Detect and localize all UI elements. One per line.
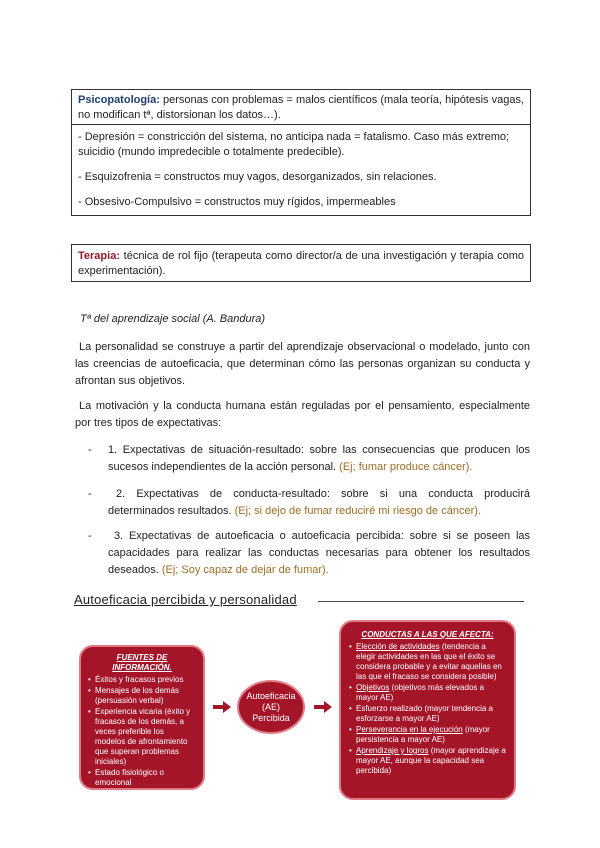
fuente-item: • Éxitos y fracasos previos: [88, 675, 196, 685]
psicopatologia-label: Psicopatología:: [78, 94, 160, 106]
autoeficacia-heading: Autoeficacia percibida y personalidad: [74, 592, 297, 607]
conductas-list: [349, 642, 506, 776]
conducta-item: • Perseverancia en la ejecución (mayor persistencia a mayor AE): [349, 725, 506, 745]
psicopatologia-text: personas con problemas = malos científicos (mala teoría, hipótesis vagas, no modifican tª, distorsionan los datos…).: [78, 94, 525, 121]
psicopatologia-items-box: [71, 124, 531, 216]
terapia-label: Terapia:: [78, 250, 120, 262]
expectativa-example: (Ej; si dejo de fumar reduciré mi riesgo de cáncer).: [234, 505, 481, 517]
terapia-box: [71, 244, 531, 282]
fuente-item: • Experiencia vicaria (éxito y fracasos de los demás, a veces preferible los modelos de afrontamiento que superan problemas iniciales): [88, 707, 196, 767]
fuentes-title: FUENTES DE INFORMACIÓN.: [112, 653, 172, 672]
conductas-title: CONDUCTAS A LAS QUE AFECTA:: [361, 630, 494, 639]
terapia-definition: [78, 249, 524, 279]
fuente-item: • Estado fisiológico o emocional: [88, 768, 196, 788]
expectativa-example: (Ej; fumar produce cáncer).: [339, 461, 473, 473]
arrow-right-icon: [213, 701, 231, 713]
circle-line-2: (AE): [262, 702, 280, 712]
list-dash: -: [88, 530, 92, 542]
arrow-right-icon: [314, 701, 332, 713]
fuentes-informacion-box: [79, 645, 205, 790]
conducta-item: • Elección de actividades (tendencia a elegir actividades en las que el éxito se considera probable y a evitar aquellas en las que el fracaso se considera posible): [349, 642, 506, 682]
conducta-item: • Objetivos (objetivos más elevados a mayor AE): [349, 683, 506, 703]
expectativa-text: 3. Expectativas de autoeficacia o autoeficacia percibida: sobre si se poseen las capacidades para realizar las conductas necesarias para obtener los resultados deseados.: [108, 530, 530, 576]
list-dash: -: [88, 488, 92, 500]
expectativa-example: (Ej; Soy capaz de dejar de fumar).: [161, 564, 329, 576]
fuentes-list: [88, 675, 196, 788]
list-item-expectativa-1: [88, 442, 530, 476]
heading-rule: [318, 601, 524, 602]
conducta-item: • Esfuerzo realizado (mayor tendencia a esforzarse a mayor AE): [349, 704, 506, 724]
psicopatologia-definition: [78, 93, 524, 123]
circle-line-1: Autoeficacia: [246, 691, 296, 701]
psicopatologia-definition-box: [71, 89, 531, 125]
expectativa-text: 2. Expectativas de conducta-resultado: sobre si una conducta producirá determinados resultados.: [108, 488, 530, 517]
fuente-item: • Mensajes de los demás (persuasión verbal): [88, 686, 196, 706]
item-obsesivo: - Obsesivo-Compulsivo = constructos muy rígidos, impermeables: [78, 196, 396, 208]
list-item-expectativa-3: [88, 528, 530, 579]
conducta-item: • Aprendizaje y logros (mayor aprendizaje a mayor AE, aunque la capacidad sea percibida): [349, 746, 506, 776]
list-item-expectativa-2: [88, 486, 530, 520]
item-esquizofrenia: - Esquizofrenia = constructos muy vagos, desorganizados, sin relaciones.: [78, 171, 437, 183]
circle-line-3: Percibida: [252, 713, 290, 723]
paragraph-motivacion: La motivación y la conducta humana están reguladas por el pensamiento, especialmente por tres tipos de expectativas:: [75, 400, 530, 429]
autoeficacia-circle: [237, 680, 305, 734]
terapia-text: técnica de rol fijo (terapeuta como director/a de una investigación y terapia como experimentación).: [78, 250, 524, 277]
list-dash: -: [88, 444, 92, 456]
section-title-aprendizaje: Tª del aprendizaje social (A. Bandura): [80, 313, 266, 325]
expectativa-text: 1. Expectativas de situación-resultado: sobre las consecuencias que producen los sucesos independientes de la acción personal.: [108, 444, 530, 473]
paragraph-personalidad: La personalidad se construye a partir del aprendizaje observacional o modelado, junto con las creencias de autoeficacia, que determinan cómo las personas organizan su conducta y afrontan sus objetivos.: [75, 341, 530, 387]
item-depresion: - Depresión = constricción del sistema, no anticipa nada = fatalismo. Caso más extremo; suicidio (mundo impredecible o totalmente predecible).: [78, 131, 510, 158]
conductas-box: [339, 620, 516, 800]
